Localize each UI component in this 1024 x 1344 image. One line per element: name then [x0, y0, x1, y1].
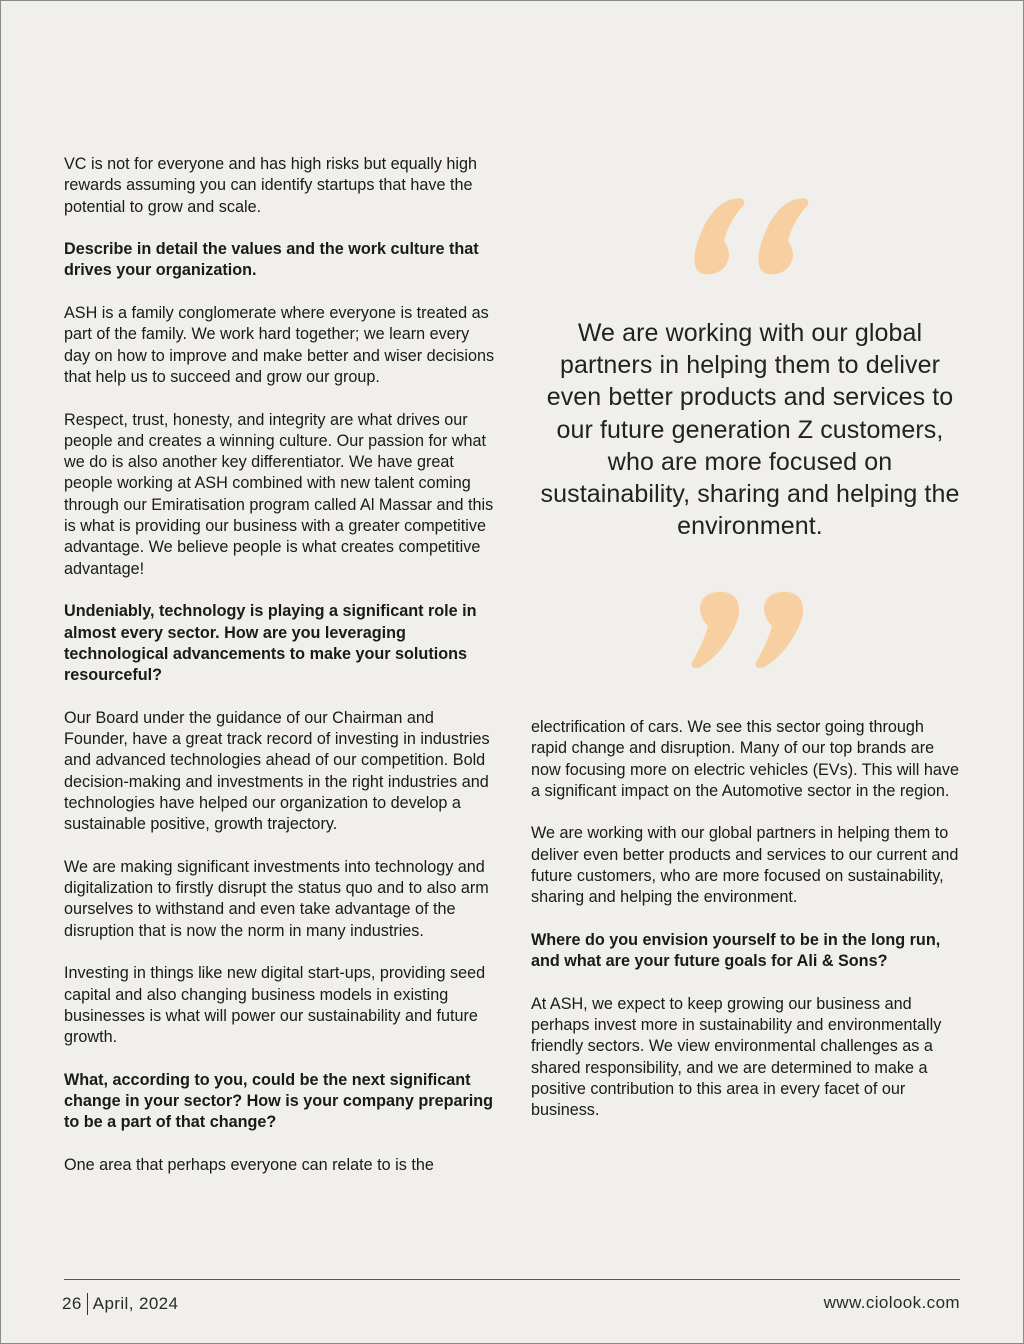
paragraph: ASH is a family conglomerate where everyone is treated as part of the family. We work hard together; we learn every day on how to improve and make better and wiser decisions that help us to succeed and grow our group. [64, 304, 495, 386]
pull-quote-text: We are working with our global partners in helping them to deliver even better products and services to our future generation Z customers, who are more focused on sustainability, sharing and helping the environment. [540, 319, 960, 541]
open-quote-icon [690, 195, 810, 277]
paragraph: Our Board under the guidance of our Chairman and Founder, have a great track record of investing in industries and advanced technologies ahead of our competition. Bold decision-making and investments in the right industries and technologies have helped our organization to develop a sustainable positive, growth trajectory. [64, 708, 490, 834]
interview-question: Describe in detail the values and the work culture that drives your organization. [64, 240, 479, 280]
pull-quote [540, 195, 960, 672]
interview-question: Where do you envision yourself to be in the long run, and what are your future goals for Ali & Sons? [531, 930, 941, 971]
footer-page-info [62, 1293, 178, 1315]
paragraph: We are making significant investments into technology and digitalization to firstly disrupt the status quo and to also arm ourselves to withstand and even take advantage of the disruption that is now the norm in many industries. [64, 857, 489, 940]
paragraph: electrification of cars. We see this sector going through rapid change and disruption. Many of our top brands are now focusing more on electric vehicles (EVs). This will have a significant impact on the Automotive sector in the region. [531, 718, 959, 800]
interview-question: What, according to you, could be the next significant change in your sector? How is your company preparing to be a part of that change? [64, 1070, 494, 1132]
page-number-divider [87, 1293, 88, 1315]
page-number: 26 [62, 1294, 82, 1313]
paragraph: One area that perhaps everyone can relate to is the [64, 1155, 434, 1174]
interview-question: Undeniably, technology is playing a significant role in almost every sector. How are you leveraging technological advancements to make your solutions resourceful? [64, 602, 477, 685]
left-column [64, 154, 496, 1198]
website-url: www.ciolook.com [823, 1293, 960, 1312]
paragraph: Investing in things like new digital start-ups, providing seed capital and also changing business models in existing businesses is what will power our sustainability and future growth. [64, 964, 486, 1047]
paragraph: VC is not for everyone and has high risks but equally high rewards assuming you can identify startups that have the potential to grow and scale. [64, 155, 478, 216]
footer-divider [64, 1279, 960, 1280]
paragraph: At ASH, we expect to keep growing our business and perhaps invest more in sustainability and environmentally friendly sectors. We view environmental challenges as a shared responsibility, and we are determined to make a positive contribution to this area in every facet of our business. [531, 994, 942, 1120]
issue-date: April, 2024 [92, 1294, 179, 1313]
paragraph: We are working with our global partners in helping them to deliver even better products and services to our current and future customers, who are more focused on sustainability, sharing and helping the environment. [531, 824, 959, 907]
close-quote-icon [690, 590, 810, 672]
paragraph: Respect, trust, honesty, and integrity are what drives our people and creates a winning culture. Our passion for what we do is also another key differentiator. We have great people working at ASH combined with new talent coming through our Emiratisation program called Al Massar and this is what is providing our business with a greater competitive advantage. We believe people is what creates competitive advantage! [64, 410, 494, 578]
right-column [531, 717, 963, 1143]
